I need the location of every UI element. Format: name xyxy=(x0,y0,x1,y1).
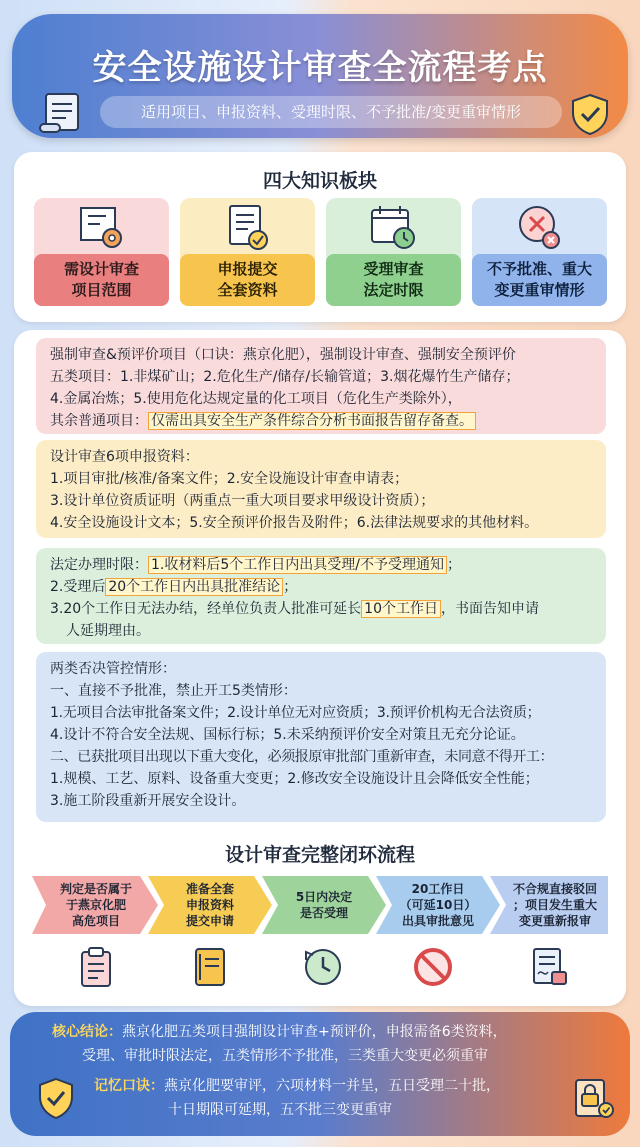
timelimit-box: 法定办理时限： 1.收材料后5个工作日内出具受理/不予受理通知 ； 2.受理后 20个工作日内出具批准结论 ； 3.20个工作日无法办结，经单位负责人批准可延长 10个工作日 ，书面告知申请 人延期理由。 xyxy=(36,548,606,644)
clipboard-list-icon xyxy=(76,946,116,988)
reject-x-icon xyxy=(514,202,564,252)
timelimit-highlight-3: 10个工作日 xyxy=(361,600,441,618)
scope-highlight: 仅需出具安全生产条件综合分析书面报告留存备查。 xyxy=(148,412,476,430)
page-subtitle: 适用项目、申报资料、受理时限、不予批准/变更重审情形 xyxy=(100,96,562,128)
modules-card xyxy=(14,152,626,322)
memory-rhyme: 记忆口诀：燕京化肥要审评，六项材料一并呈，五日受理二十批， xyxy=(94,1078,500,1094)
calendar-clock-icon xyxy=(368,202,418,252)
flow-step-2: 准备全套 申报资料 提交申请 xyxy=(185,882,234,928)
memory-rhyme-line2: 十日期限可延期，五不批三变更重审 xyxy=(168,1102,392,1118)
clock-refresh-icon xyxy=(302,946,344,988)
flow-step-5: 不合规直接驳回 ；项目发生重大 变更重新报审 xyxy=(512,882,597,928)
module-label: 不予批准、重大 变更重审情形 xyxy=(472,254,607,306)
modules-title: 四大知识板块 xyxy=(262,170,377,192)
materials-box: 设计审查6项申报资料： 1.项目审批/核准/备案文件；2.安全设施设计审查申请表； 3.设计单位资质证明（两重点一重大项目要求甲级设计资质）； 4.安全设施设计文本；5.安全预评价报告及附件；6.法律法规要求的其他材料。 xyxy=(36,440,606,538)
blueprint-gear-icon xyxy=(76,202,126,252)
page-title: 安全设施设计审查全流程考点 xyxy=(92,48,548,88)
module-timelimit xyxy=(326,198,461,306)
core-conclusion: 核心结论：燕京化肥五类项目强制设计审查+预评价，申报需备6类资料， xyxy=(52,1024,507,1040)
scope-box: 强制审查&预评价项目（口诀：燕京化肥），强制设计审查、强制安全预评价 五类项目：1.非煤矿山；2.危化生产/储存/长输管道；3.烟花爆竹生产储存； 4.金属冶炼；5.使用危化达规定量的化工项目（危化生产类除外）， 其余普通项目： 仅需出具安全生产条件综合分析书面报告留存备查。 xyxy=(36,338,606,434)
module-reject xyxy=(472,198,607,306)
notebook-icon xyxy=(190,946,230,988)
shield-check-icon xyxy=(36,1076,76,1120)
module-scope xyxy=(34,198,169,306)
module-label: 需设计审查 项目范围 xyxy=(34,254,169,306)
flow-step-3: 5日内决定 是否受理 xyxy=(295,890,353,920)
module-materials xyxy=(180,198,315,306)
header-banner xyxy=(12,14,628,138)
lock-document-icon xyxy=(570,1072,616,1120)
prohibit-icon xyxy=(412,946,454,988)
timelimit-highlight-1: 1.收材料后5个工作日内出具受理/不予受理通知 xyxy=(148,556,447,574)
module-label: 申报提交 全套资料 xyxy=(180,254,315,306)
reject-box: 两类否决管控情形： 一、直接不予批准，禁止开工5类情形： 1.无项目合法审批备案文件；2.设计单位无对应资质；3.预评价机构无合法资质； 4.设计不符合安全法规、国标行标；5.未采纳预评价安全对策且无充分论证。 二、已获批项目出现以下重大变化，必须报原审批部门重新审查，未同意不得开工： 1.规模、工艺、原料、设备重大变更；2.修改安全设施设计且会降低安全性能； 3.施工阶段重新开展安全设计。 xyxy=(36,652,606,822)
flow-row xyxy=(32,876,608,996)
flow-step-4: 20工作日 （可延10日） 出具审批意见 xyxy=(399,882,477,928)
timelimit-highlight-2: 20个工作日内出具批准结论 xyxy=(105,578,283,596)
scroll-icon xyxy=(38,90,88,134)
flow-step-1: 判定是否属于 于燕京化肥 高危项目 xyxy=(59,882,132,928)
document-check-icon xyxy=(222,202,272,252)
signed-document-icon xyxy=(528,946,570,988)
flow-title: 设计审查完整闭环流程 xyxy=(224,844,415,866)
summary-banner xyxy=(10,1012,630,1136)
core-conclusion-line2: 受理、审批时限法定，五类情形不予批准，三类重大变更必须重审 xyxy=(82,1048,488,1064)
module-label: 受理审查 法定时限 xyxy=(326,254,461,306)
shield-check-icon xyxy=(568,92,612,136)
